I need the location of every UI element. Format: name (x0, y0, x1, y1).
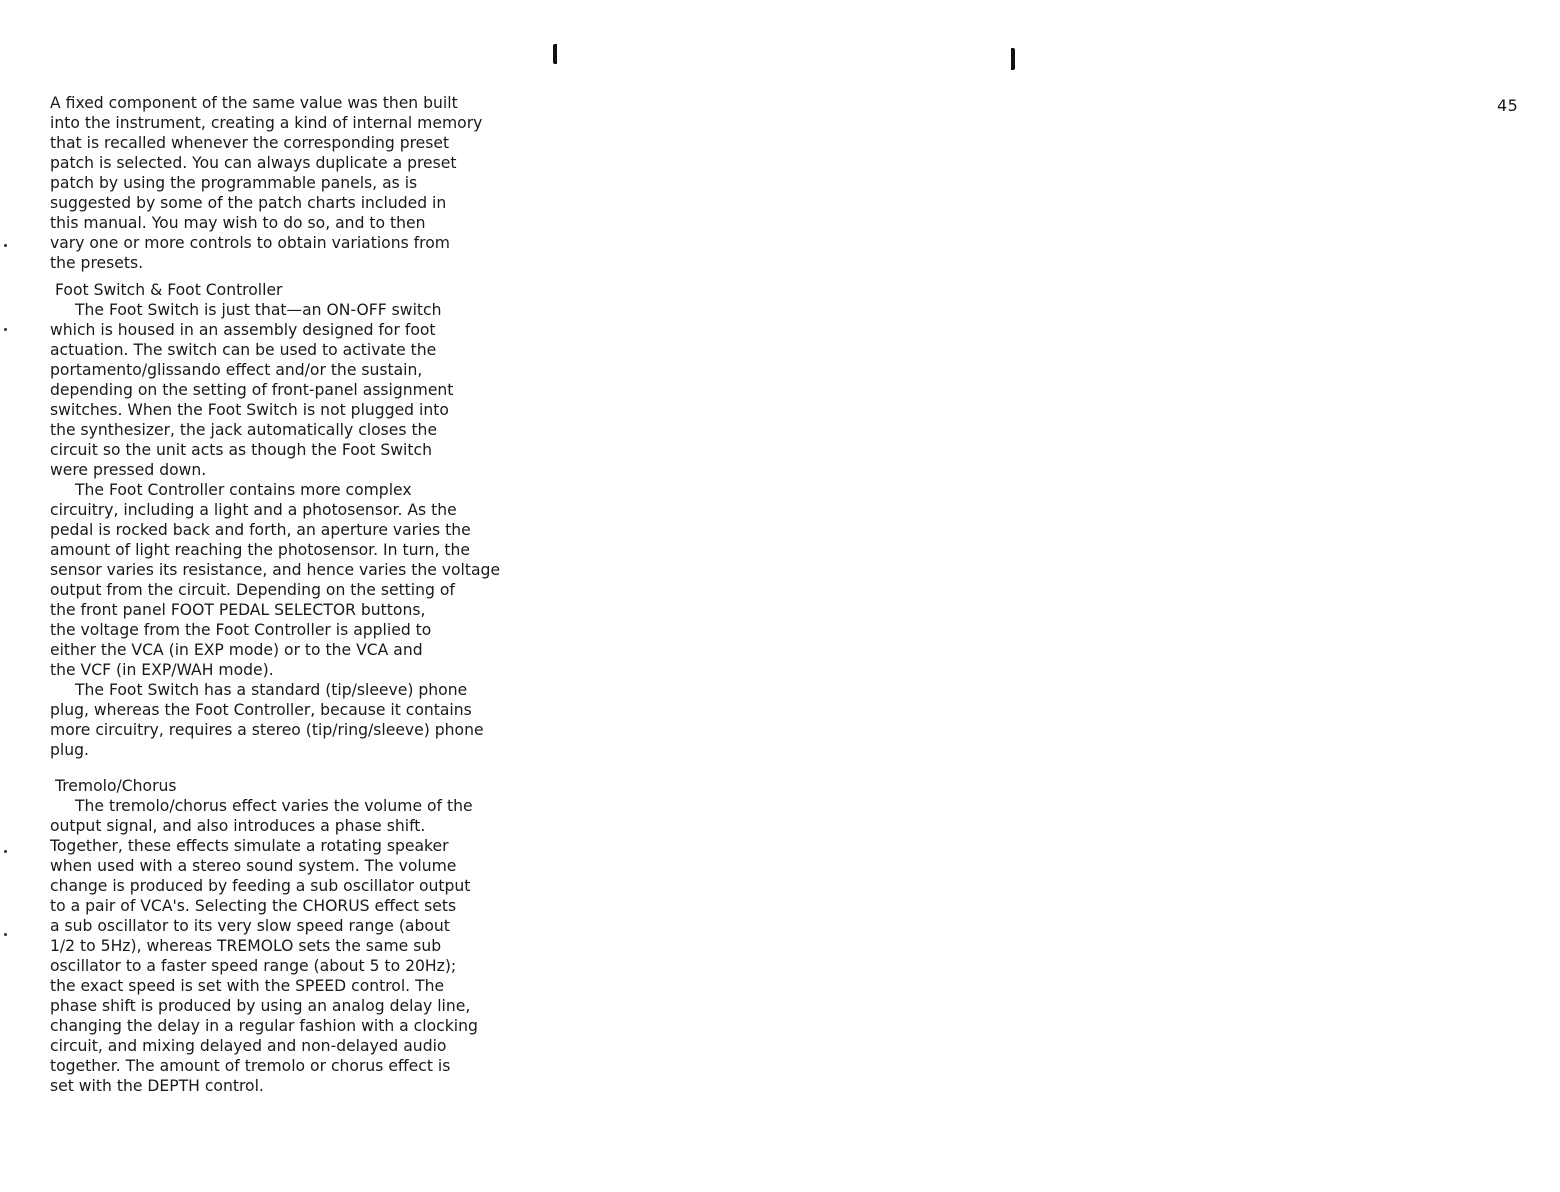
text-line: amount of light reaching the photosensor. In turn, the (50, 541, 471, 559)
text-line: to a pair of VCA's. Selecting the CHORUS effect sets (50, 897, 457, 915)
text-line: phase shift is produced by using an analog delay line, (50, 997, 471, 1015)
text-line: switches. When the Foot Switch is not plugged into (50, 401, 449, 419)
text-line: were pressed down. (50, 461, 207, 479)
text-line: plug, whereas the Foot Controller, because it contains (50, 701, 472, 719)
text-line: either the VCA (in EXP mode) or to the VCA and (50, 641, 423, 659)
section-heading: Tremolo/Chorus (55, 777, 177, 795)
text-line: suggested by some of the patch charts included in (50, 194, 447, 212)
text-line: depending on the setting of front-panel assignment (50, 381, 454, 399)
text-line: this manual. You may wish to do so, and to then (50, 214, 426, 232)
text-line: when used with a stereo sound system. The volume (50, 857, 457, 875)
margin-speck (4, 328, 7, 331)
text-line: together. The amount of tremolo or chorus effect is (50, 1057, 451, 1075)
text-line: output from the circuit. Depending on the setting of (50, 581, 455, 599)
text-line: The Foot Controller contains more complex (75, 481, 412, 499)
text-line: set with the DEPTH control. (50, 1077, 264, 1095)
text-line: portamento/glissando effect and/or the sustain, (50, 361, 423, 379)
text-line: sensor varies its resistance, and hence varies the voltage (50, 561, 501, 579)
text-line: The Foot Switch is just that—an ON-OFF switch (75, 301, 442, 319)
section-heading: Foot Switch & Foot Controller (55, 281, 283, 299)
text-line: patch is selected. You can always duplicate a preset (50, 154, 457, 172)
text-line: The tremolo/chorus effect varies the volume of the (75, 797, 473, 815)
text-line: plug. (50, 741, 89, 759)
text-line: circuit, and mixing delayed and non-delayed audio (50, 1037, 447, 1055)
binding-mark-left (553, 44, 557, 64)
text-line: The Foot Switch has a standard (tip/sleeve) phone (75, 681, 468, 699)
binding-mark-right (1011, 48, 1015, 70)
text-line: oscillator to a faster speed range (about 5 to 20Hz); (50, 957, 457, 975)
margin-speck (4, 850, 7, 853)
margin-speck (4, 244, 7, 247)
text-line: the synthesizer, the jack automatically closes the (50, 421, 438, 439)
text-line: the exact speed is set with the SPEED control. The (50, 977, 445, 995)
tremolo-section (50, 776, 520, 1096)
page-number: 45 (1497, 96, 1519, 115)
text-line: circuit so the unit acts as though the Foot Switch (50, 441, 432, 459)
margin-speck (4, 933, 7, 936)
text-line: Together, these effects simulate a rotating speaker (50, 837, 449, 855)
text-line: A fixed component of the same value was then built (50, 94, 458, 112)
text-line: the voltage from the Foot Controller is applied to (50, 621, 432, 639)
text-line: a sub oscillator to its very slow speed range (about (50, 917, 450, 935)
foot-section (50, 280, 520, 760)
text-line: the front panel FOOT PEDAL SELECTOR buttons, (50, 601, 426, 619)
text-line: output signal, and also introduces a phase shift. (50, 817, 426, 835)
text-line: changing the delay in a regular fashion with a clocking (50, 1017, 478, 1035)
text-line: pedal is rocked back and forth, an aperture varies the (50, 521, 471, 539)
intro-paragraph (50, 93, 520, 273)
text-column (50, 93, 520, 1096)
text-line: vary one or more controls to obtain variations from (50, 234, 450, 252)
text-line: actuation. The switch can be used to activate the (50, 341, 437, 359)
text-line: into the instrument, creating a kind of internal memory (50, 114, 483, 132)
text-line: 1/2 to 5Hz), whereas TREMOLO sets the same sub (50, 937, 442, 955)
text-line: patch by using the programmable panels, as is (50, 174, 418, 192)
text-line: which is housed in an assembly designed for foot (50, 321, 436, 339)
text-line: change is produced by feeding a sub oscillator output (50, 877, 471, 895)
text-line: the presets. (50, 254, 144, 272)
text-line: circuitry, including a light and a photosensor. As the (50, 501, 457, 519)
text-line: that is recalled whenever the corresponding preset (50, 134, 450, 152)
text-line: more circuitry, requires a stereo (tip/ring/sleeve) phone (50, 721, 484, 739)
text-line: the VCF (in EXP/WAH mode). (50, 661, 274, 679)
